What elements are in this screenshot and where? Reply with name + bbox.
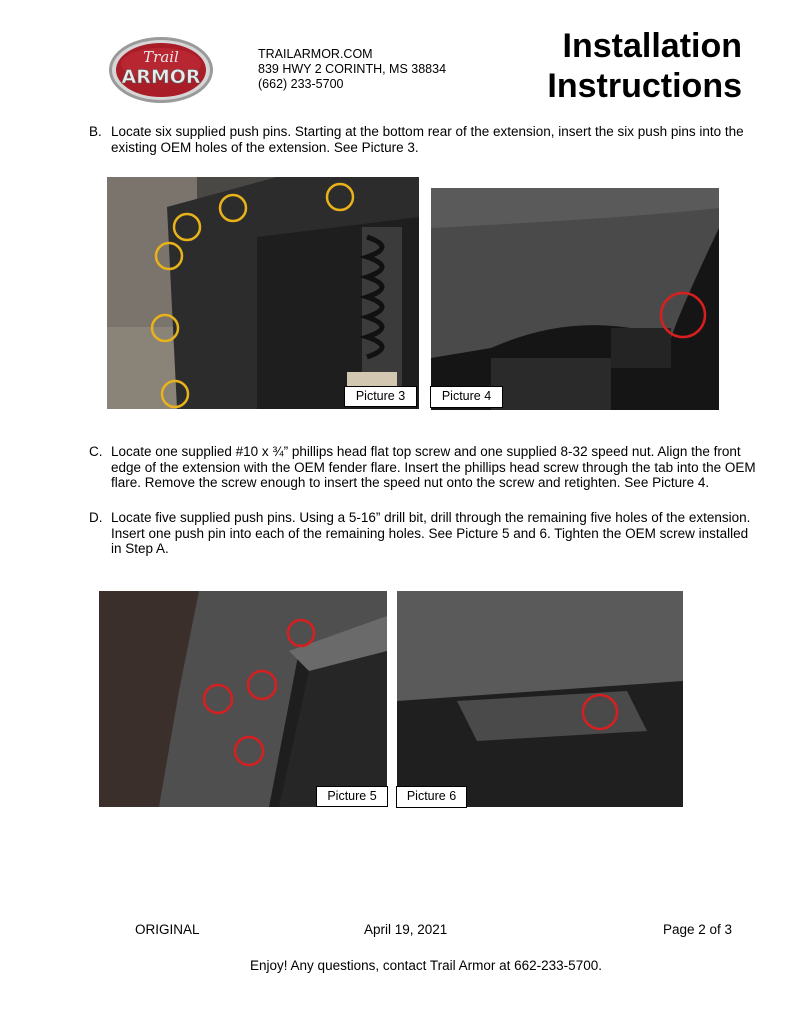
company-info xyxy=(258,47,446,92)
step-label: B. xyxy=(89,124,102,139)
step-b xyxy=(89,124,761,155)
picture-4-marker xyxy=(431,188,719,410)
picture-5-photo xyxy=(99,591,387,807)
step-text: Locate five supplied push pins. Using a 5-16” drill bit, drill through the remaining five holes of the extension. Insert one push pin into each of the remaining holes. See Picture 5 and 6. Tighten the OEM screw installed in Step A. xyxy=(111,510,751,556)
company-phone: (662) 233-5700 xyxy=(258,77,344,91)
picture-4-caption: Picture 4 xyxy=(430,386,503,408)
footer-page-number: Page 2 of 3 xyxy=(663,922,733,937)
step-label: C. xyxy=(89,444,103,459)
footer-contact: Enjoy! Any questions, contact Trail Armor at 662-233-5700. xyxy=(250,958,602,973)
picture-6-marker xyxy=(397,591,683,807)
picture-3-photo xyxy=(107,177,419,409)
footer-date: April 19, 2021 xyxy=(364,922,448,937)
picture-3-markers xyxy=(107,177,419,409)
svg-text:Trail: Trail xyxy=(143,48,179,66)
picture-4-photo xyxy=(431,188,719,410)
trail-armor-logo xyxy=(108,36,214,104)
svg-text:ARMOR: ARMOR xyxy=(121,66,201,88)
step-text: Locate six supplied push pins. Starting at the bottom rear of the extension, insert the six push pins into the existing OEM holes of the extension. See Picture 3. xyxy=(111,124,744,155)
picture-5-markers xyxy=(99,591,387,807)
step-label: D. xyxy=(89,510,103,525)
page-title: Installation Instructions xyxy=(547,27,742,105)
picture-6-caption: Picture 6 xyxy=(396,786,467,808)
step-text: Locate one supplied #10 x ¾” phillips head flat top screw and one supplied 8-32 speed nut. Align the front edge of the extension with the OEM fender flare. Insert the phillips head screw through the tab into the OEM flare. Remove the screw enough to insert the speed nut onto the screw and retighten. See Picture 4. xyxy=(111,444,756,490)
footer-status: ORIGINAL xyxy=(135,922,200,937)
page-footer xyxy=(0,922,800,940)
step-d xyxy=(89,510,761,557)
company-address: 839 HWY 2 CORINTH, MS 38834 xyxy=(258,62,447,76)
picture-3-caption: Picture 3 xyxy=(344,386,417,407)
picture-5-caption: Picture 5 xyxy=(316,786,388,807)
company-website: TRAILARMOR.COM xyxy=(258,47,373,61)
step-c xyxy=(89,444,761,491)
picture-6-photo xyxy=(397,591,683,807)
